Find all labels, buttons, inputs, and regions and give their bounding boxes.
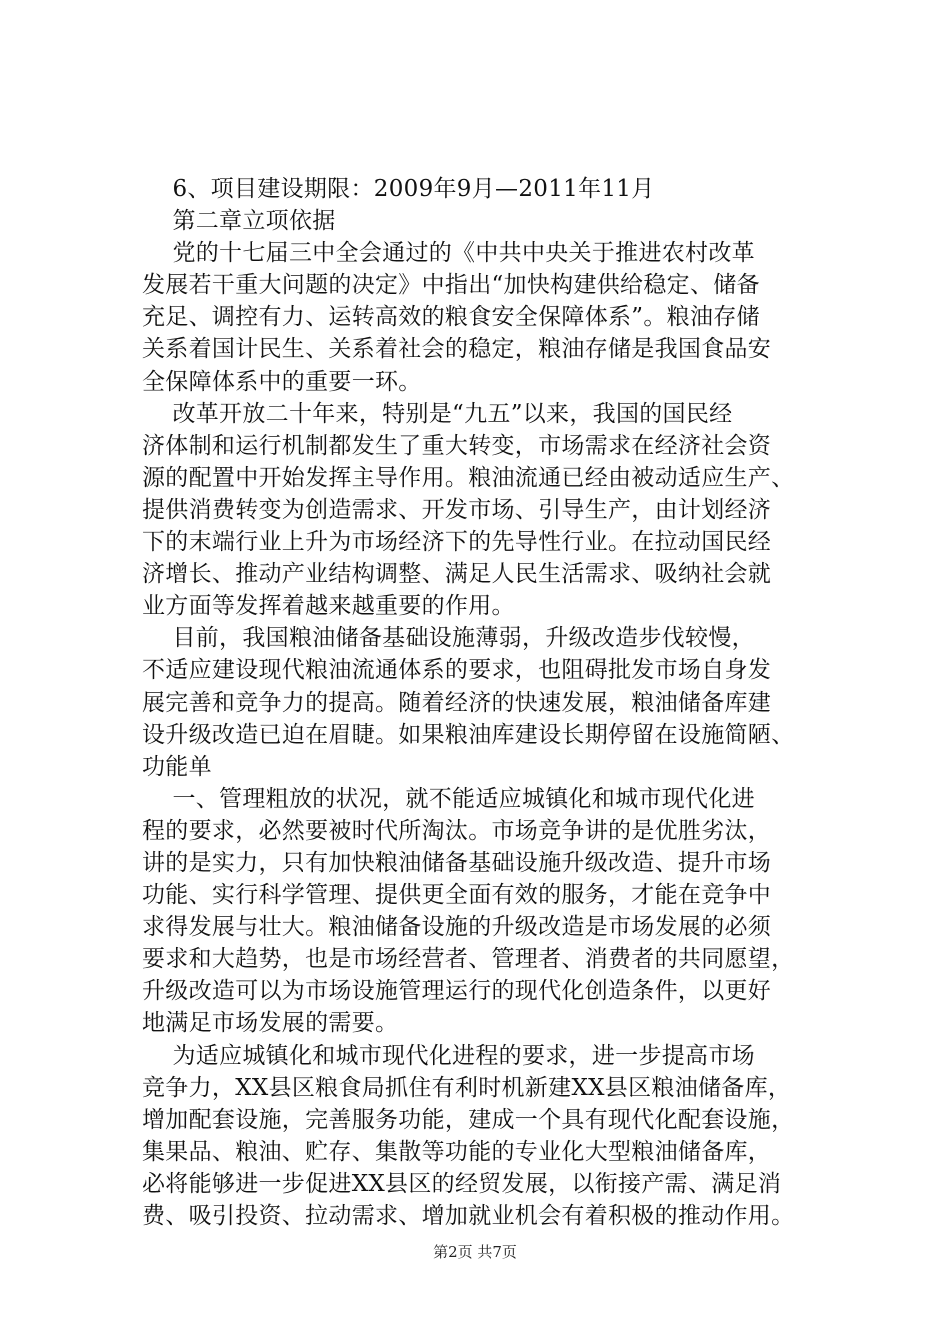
- text-line: 为适应城镇化和城市现代化进程的要求，进一步提高市场: [142, 1042, 755, 1069]
- text-line: 集果品、粮油、贮存、集散等功能的专业化大型粮油储备库，: [142, 1138, 772, 1165]
- text-line: 目前，我国粮油储备基础设施薄弱，升级改造步伐较慢，: [142, 625, 755, 652]
- text-line: 源的配置中开始发挥主导作用。粮油流通已经由被动适应生产、: [142, 464, 795, 491]
- text-line: 求得发展与壮大。粮油储备设施的升级改造是市场发展的必须: [142, 914, 772, 941]
- text-line: 功能单: [142, 753, 212, 780]
- text-line: 费、吸引投资、拉动需求、增加就业机会有着积极的推动作用。: [142, 1203, 795, 1229]
- text-line: 程的要求，必然要被时代所淘汰。市场竞争讲的是优胜劣汰，: [142, 817, 772, 844]
- text-line: 下的末端行业上升为市场经济下的先导性行业。在拉动国民经: [142, 529, 772, 556]
- text-line: 讲的是实力，只有加快粮油储备基础设施升级改造、提升市场: [142, 849, 772, 876]
- text-line: 要求和大趋势，也是市场经营者、管理者、消费者的共同愿望，: [142, 946, 795, 973]
- text-line: 提供消费转变为创造需求、开发市场、引导生产，由计划经济: [142, 496, 772, 523]
- text-line: 济体制和运行机制都发生了重大转变，市场需求在经济社会资: [142, 432, 772, 459]
- page-indicator: 第2页 共7页: [433, 1243, 517, 1261]
- text-line: 不适应建设现代粮油流通体系的要求，也阻碍批发市场自身发: [142, 657, 772, 684]
- text-line: 党的十七届三中全会通过的《中共中央关于推进农村改革: [142, 240, 755, 267]
- text-line: 功能、实行科学管理、提供更全面有效的服务，才能在竞争中: [142, 882, 772, 909]
- text-line: 地满足市场发展的需要。: [142, 1010, 399, 1037]
- text-line: 设升级改造已迫在眉睫。如果粮油库建设长期停留在设施简陋、: [142, 721, 795, 748]
- text-line: 业方面等发挥着越来越重要的作用。: [142, 593, 515, 620]
- text-line: 增加配套设施，完善服务功能，建成一个具有现代化配套设施，: [142, 1106, 795, 1133]
- text-line: 展完善和竞争力的提高。随着经济的快速发展，粮油储备库建: [142, 689, 772, 716]
- text-line: 升级改造可以为市场设施管理运行的现代化创造条件，以更好: [142, 978, 772, 1005]
- text-line: 关系着国计民生、关系着社会的稳定，粮油存储是我国食品安: [142, 336, 772, 363]
- page-footer: [0, 1241, 950, 1262]
- text-line: 济增长、推动产业结构调整、满足人民生活需求、吸纳社会就: [142, 561, 772, 588]
- text-line: 竞争力，XX县区粮食局抓住有利时机新建XX县区粮油储备库，: [142, 1074, 792, 1101]
- text-line: 一、管理粗放的状况，就不能适应城镇化和城市现代化进: [142, 785, 755, 812]
- chapter-heading: 第二章立项依据: [142, 208, 336, 235]
- text-line: 改革开放二十年来，特别是“九五”以来，我国的国民经: [142, 400, 733, 427]
- text-line: 全保障体系中的重要一环。: [142, 368, 422, 395]
- text-line: 发展若干重大问题的决定》中指出“加快构建供给稳定、储备: [142, 272, 760, 299]
- text-line: 必将能够进一步促进XX县区的经贸发展，以衔接产需、满足消: [142, 1170, 782, 1197]
- text-line: 充足、调控有力、运转高效的粮食安全保障体系”。粮油存储: [142, 304, 760, 331]
- document-body: [142, 173, 818, 1232]
- text-line: 6、项目建设期限：2009年9月—2011年11月: [142, 176, 655, 202]
